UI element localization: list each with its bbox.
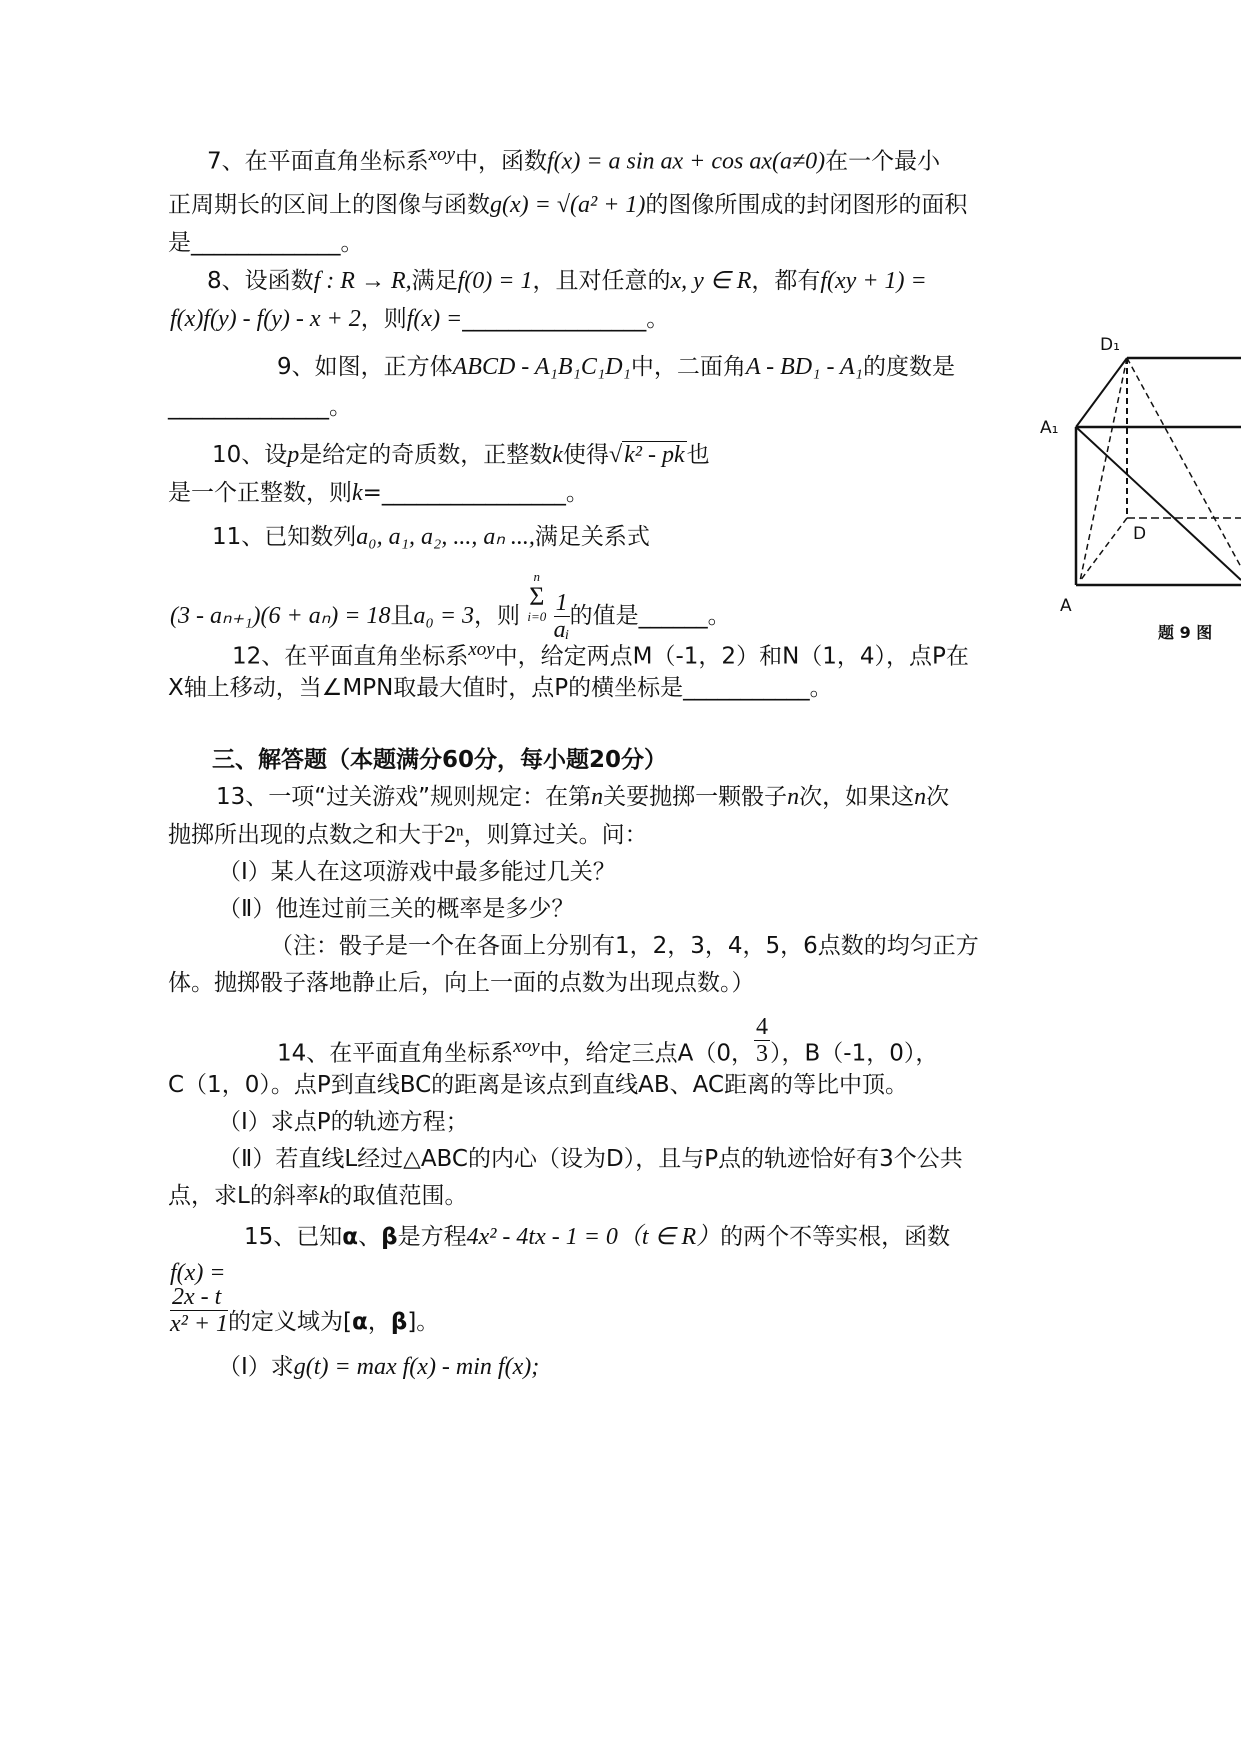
q15-comma: ， [367, 1309, 391, 1335]
q8-lhs: f(xy + 1) = [820, 268, 927, 294]
cube-figure [1040, 335, 1241, 619]
q9-angle: A - BD₁ - A₁ [745, 354, 864, 380]
q11-text: 11、已知数列 [212, 524, 357, 550]
q10-suffix: 也 [686, 442, 710, 468]
q11-seq: a₀, a₁, a₂, ..., aₙ ..., [356, 524, 535, 550]
q14-part1: （Ⅰ）求点P的轨迹方程； [218, 1109, 469, 1135]
q8-line1 [207, 266, 927, 296]
q15-alpha: α [342, 1224, 359, 1250]
q15-domain-end: ]。 [407, 1309, 440, 1335]
q14-xoy: xoy [513, 1036, 540, 1057]
q11-tail: 的值是______。 [569, 603, 731, 629]
q11-sum-lower: i=0 [527, 608, 547, 624]
cube-diagram-icon [1040, 335, 1241, 615]
q13-line2-text: 抛掷所出现的点数之和大于 [168, 822, 444, 848]
q10-k: k [552, 442, 563, 468]
q8-line2 [170, 304, 669, 334]
q10-mid1: 是给定的奇质数，正整数 [299, 442, 553, 468]
q10-line1 [212, 440, 710, 470]
q8-all-have: ，都有 [751, 268, 821, 294]
q14-part2-line1: （Ⅱ）若直线L经过△ABC的内心（设为D），且与P点的轨迹恰好有3个公共 [218, 1146, 963, 1172]
q13-mid1: 关要抛掷一颗骰子 [603, 784, 788, 810]
q8-text: 8、设函数 [207, 268, 314, 294]
q13-part1: （Ⅰ）某人在这项游戏中最多能过几关？ [218, 859, 616, 885]
q15-part1-text: （Ⅰ）求 [218, 1354, 294, 1380]
q8-mapping: f : R → R, [313, 268, 412, 294]
q15-suffix: 的两个不等实根，函数 [720, 1224, 951, 1250]
q15-fraction-line [170, 1284, 439, 1337]
q15-domain-text: 的定义域为[ [228, 1309, 353, 1335]
q14-fraction [754, 1014, 770, 1067]
q11-frac-num: 1 [555, 590, 568, 616]
q9-line1 [277, 352, 955, 382]
q11-then: ，则 [474, 603, 521, 629]
q12-suffix: 中，给定两点M（-1，2）和N（1，4），点P在 [494, 643, 969, 670]
q7-text: 7、在平面直角坐标系 [207, 148, 429, 175]
q10-line2 [168, 478, 589, 508]
q13-text: 13、一项“过关游戏”规则规定：在第 [216, 784, 592, 810]
q15-sep: 、 [358, 1224, 382, 1250]
label-d1: D₁ [1100, 335, 1120, 355]
q7-text-mid: 中，函数 [455, 148, 548, 175]
q13-line1 [216, 782, 949, 812]
q13-power: 2ⁿ [444, 822, 464, 848]
q11-sum [527, 570, 546, 624]
section-title: 三、解答题（本题满分60分，每小题20分） [212, 747, 668, 773]
q15-part1 [218, 1352, 539, 1382]
q12-text: 12、在平面直角坐标系 [232, 643, 469, 670]
q14-line1 [277, 1013, 939, 1069]
q14-line2: C（1，0）。点P到直线BC的距离是该点到直线AB、AC距离的等比中顶。 [168, 1072, 909, 1098]
q12-line2: X轴上移动，当∠MPN取最大值时，点P的横坐标是___________。 [168, 675, 833, 701]
q11-sum-symbol: Σ [529, 581, 545, 611]
q11-sum-upper: n [533, 568, 541, 584]
q11-line1 [212, 522, 650, 552]
q14-frac-den: 3 [756, 1040, 769, 1067]
q10-mid2: 使得 [562, 442, 609, 468]
q9-mid: 中，二面角 [630, 354, 746, 380]
q10-text: 10、设 [212, 442, 288, 468]
q7-line2-suffix: 的图像所围成的封闭图形的面积 [645, 192, 968, 218]
q7-line1 [207, 140, 940, 177]
q15-equation: 4x² - 4tx - 1 = 0 [466, 1224, 618, 1250]
q15-mid: 是方程 [397, 1224, 467, 1250]
q14-suffix: ），B（-1，0）， [770, 1040, 939, 1067]
q11-and: 且 [390, 603, 414, 629]
q11-frac-den: aᵢ [553, 617, 570, 643]
q14-mid: 中，给定三点A（0， [539, 1040, 755, 1067]
q14-text: 14、在平面直角坐标系 [277, 1040, 514, 1067]
q15-part1-formula: g(t) = max f(x) - min f(x); [293, 1354, 540, 1380]
q15-domain-b: β [390, 1309, 408, 1335]
q9-cube: ABCD - A₁B₁C₁D₁ [452, 354, 631, 380]
q11-relation: (3 - aₙ₊₁)(6 + aₙ) = 18 [170, 603, 391, 629]
q14-frac-num: 4 [756, 1013, 769, 1040]
q8-fx: f(x) = [406, 306, 463, 332]
q13-note1: （注：骰子是一个在各面上分别有1，2，3，4，5，6点数的均匀正方 [270, 933, 979, 959]
q8-end: 。 [646, 306, 670, 332]
q10-line2-text: 是一个正整数，则 [168, 480, 352, 506]
q11-a0: a₀ = 3 [413, 603, 475, 629]
q13-n3: n [914, 784, 927, 810]
q11-suffix: 满足关系式 [534, 524, 650, 550]
label-a1: A₁ [1040, 418, 1059, 438]
q14-k: k [318, 1183, 330, 1209]
q10-sqrt-symbol: √ [608, 442, 623, 468]
q7-xoy: xoy [428, 144, 456, 165]
q8-xy-in-r: x, y ∈ R [670, 268, 752, 294]
q8-answer-blank: ________________ [462, 306, 647, 332]
q8-any: ，且对任意的 [532, 268, 671, 294]
label-d: D [1133, 524, 1147, 544]
q7-line2-text: 正周期长的区间上的图像与函数 [168, 192, 490, 218]
q10-sqrt-expr: k² - pk [624, 442, 685, 468]
q13-suffix: 次 [926, 784, 950, 810]
q10-p: p [287, 442, 300, 468]
q13-n1: n [591, 784, 604, 810]
q10-line2-k: k [352, 480, 363, 506]
q10-answer-blank: =________________。 [362, 480, 589, 506]
q12-line1 [232, 635, 969, 672]
q8-rhs: f(x)f(y) - f(y) - x + 2 [170, 306, 361, 332]
q9-text: 9、如图，正方体 [277, 354, 453, 380]
q15-domain-a: α [352, 1309, 368, 1335]
q13-n2: n [787, 784, 800, 810]
q13-line2 [168, 820, 648, 850]
q7-line2 [168, 190, 967, 220]
q15-fx-label: f(x) = [170, 1260, 226, 1286]
q15-line1 [244, 1222, 950, 1252]
q8-satisfy: 满足 [411, 268, 458, 294]
q15-text: 15、已知 [244, 1224, 343, 1250]
q13-line2-suffix: ，则算过关。问： [463, 822, 648, 848]
q14-part2-suffix: 的取值范围。 [329, 1183, 468, 1209]
q8-then: ，则 [360, 306, 407, 332]
q7-text-suffix: 在一个最小 [825, 148, 941, 175]
q15-beta: β [381, 1224, 398, 1250]
q7-line3: 是_____________。 [168, 230, 364, 256]
q9-answer-blank: ______________。 [168, 394, 352, 420]
q9-suffix: 的度数是 [863, 354, 956, 380]
q13-note2: 体。抛掷骰子落地静止后，向上一面的点数为出现点数。） [168, 970, 755, 996]
q14-part2-text: 点，求L的斜率 [168, 1183, 319, 1209]
q7-formula-g: g(x) = √(a² + 1) [490, 192, 646, 218]
figure-caption: 题 9 图 [1158, 623, 1213, 642]
q13-mid2: 次，如果这 [799, 784, 915, 810]
label-a: A [1060, 596, 1072, 615]
q13-part2: （Ⅱ）他连过前三关的概率是多少？ [218, 896, 575, 922]
q15-cond: （t ∈ R） [617, 1224, 721, 1250]
q15-fraction [170, 1284, 228, 1337]
q15-frac-den: x² + 1 [170, 1311, 229, 1337]
q8-f0: f(0) = 1 [457, 268, 533, 294]
q14-part2-line2 [168, 1181, 467, 1211]
q12-xoy: xoy [468, 639, 495, 660]
q7-formula-f: f(x) = a sin ax + cos ax(a≠0) [547, 148, 826, 175]
q15-frac-num: 2x - t [170, 1284, 228, 1311]
